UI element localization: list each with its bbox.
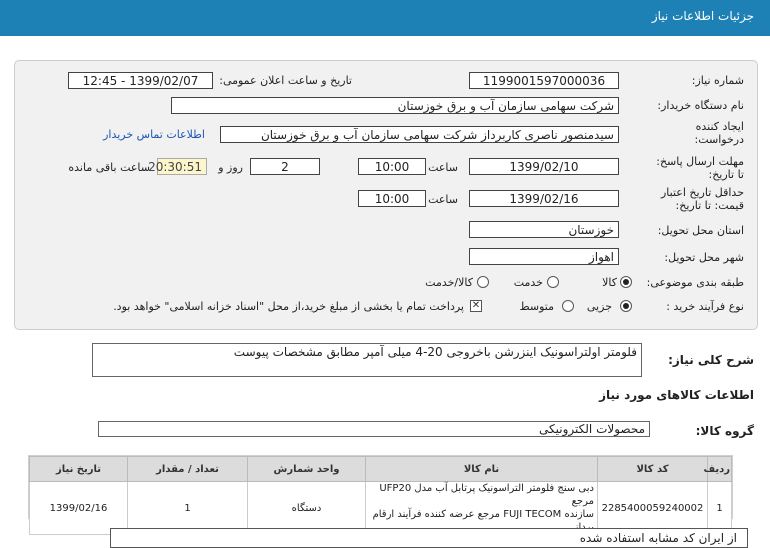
purchase-process-label: نوع فرآیند خرید : bbox=[666, 300, 744, 313]
goods-group-label: گروه کالا: bbox=[695, 424, 754, 438]
category-option-service: خدمت bbox=[513, 276, 543, 289]
page-title: جزئیات اطلاعات نیاز bbox=[651, 9, 754, 23]
goods-section-title: اطلاعات کالاهای مورد نیاز bbox=[599, 388, 754, 402]
col-header-name: نام کالا bbox=[366, 457, 598, 482]
cell-name-line1: دبی سنج فلومتر التراسونیک پرتابل آب مدل UFP20 مرجع bbox=[379, 483, 594, 507]
delivery-province-field: خوزستان bbox=[469, 221, 619, 238]
category-label: طبقه بندی موضوعی: bbox=[646, 276, 744, 289]
process-option-medium: متوسط bbox=[519, 300, 554, 313]
col-header-date: تاریخ نیاز bbox=[30, 457, 128, 482]
price-validity-date-field: 1399/02/16 bbox=[469, 190, 619, 207]
reply-deadline-days-label: روز و bbox=[218, 161, 243, 174]
cell-date: 1399/02/16 bbox=[30, 482, 128, 535]
reply-deadline-date-field: 1399/02/10 bbox=[469, 158, 619, 175]
price-validity-time-field: 10:00 bbox=[358, 190, 426, 207]
summary-label: شرح کلی نیاز: bbox=[668, 353, 754, 367]
buyer-contact-link[interactable]: اطلاعات تماس خریدار bbox=[103, 128, 205, 141]
reply-deadline-time-label: ساعت bbox=[428, 161, 458, 174]
announce-datetime-label: تاریخ و ساعت اعلان عمومی: bbox=[219, 74, 352, 87]
table-header-row bbox=[30, 457, 732, 482]
buyer-note-field: از ایران کد مشابه استفاده شده bbox=[110, 528, 748, 548]
cell-row-number: 1 bbox=[708, 482, 732, 535]
category-radio-goods-service[interactable] bbox=[477, 276, 489, 288]
requester-field: سیدمنصور ناصری کاربرداز شرکت سهامی سازمان آب و برق خوزستان bbox=[220, 126, 619, 143]
treasury-payment-checkbox[interactable]: ✕ bbox=[471, 300, 481, 311]
cell-name bbox=[366, 482, 598, 535]
reply-deadline-label-line2: تا تاریخ: bbox=[708, 168, 744, 181]
watermark bbox=[230, 390, 590, 450]
summary-field: فلومتر اولتراسونیک اینزرشن باخروجی 20-4 میلی آمپر مطابق مشخصات پیوست bbox=[92, 343, 642, 377]
need-number-field: 1199001597000036 bbox=[469, 72, 619, 89]
goods-group-field: محصولات الکترونیکی bbox=[98, 421, 650, 437]
treasury-payment-note: پرداخت تمام یا بخشی از مبلغ خرید،از محل "اسناد خزانه اسلامی" خواهد بود. bbox=[113, 300, 464, 313]
reply-deadline-label-line1: مهلت ارسال پاسخ: bbox=[656, 155, 744, 168]
reply-deadline-time-field: 10:00 bbox=[358, 158, 426, 175]
delivery-city-label: شهر محل تحویل: bbox=[664, 251, 744, 264]
process-radio-medium[interactable] bbox=[562, 300, 574, 312]
requester-label-line2: درخواست: bbox=[694, 133, 744, 146]
announce-datetime-field: 1399/02/07 - 12:45 bbox=[68, 72, 213, 89]
cell-unit: دستگاه bbox=[248, 482, 366, 535]
delivery-province-label: استان محل تحویل: bbox=[657, 224, 744, 237]
price-validity-label-line1: حداقل تاریخ اعتبار bbox=[660, 186, 744, 199]
need-number-label: شماره نیاز: bbox=[691, 74, 744, 87]
process-radio-minor[interactable] bbox=[620, 300, 632, 312]
buyer-org-field: شرکت سهامی سازمان آب و برق خوزستان bbox=[171, 97, 619, 114]
price-validity-label-line2: قیمت: تا تاریخ: bbox=[675, 199, 744, 212]
goods-table bbox=[28, 455, 733, 519]
page-header bbox=[0, 0, 770, 36]
price-validity-time-label: ساعت bbox=[428, 193, 458, 206]
col-header-qty: تعداد / مقدار bbox=[128, 457, 248, 482]
table-row bbox=[30, 482, 732, 535]
col-header-row-number: ردیف bbox=[708, 457, 732, 482]
category-radio-service[interactable] bbox=[547, 276, 559, 288]
requester-label-line1: ایجاد کننده bbox=[695, 120, 744, 133]
delivery-city-field: اهواز bbox=[469, 248, 619, 265]
cell-qty: 1 bbox=[128, 482, 248, 535]
cell-name-line2: سازنده FUJI TECOM مرجع عرضه کننده فرآیند ارقام bbox=[372, 509, 594, 520]
buyer-org-label: نام دستگاه خریدار: bbox=[657, 99, 744, 112]
cell-code: 2285400059240002 bbox=[598, 482, 708, 535]
category-option-goods-service: کالا/خدمت bbox=[425, 276, 473, 289]
reply-deadline-days-field: 2 bbox=[250, 158, 320, 175]
remaining-time-field: 20:30:51 bbox=[157, 158, 207, 175]
col-header-unit: واحد شمارش bbox=[248, 457, 366, 482]
process-option-minor: جزیی bbox=[586, 300, 612, 313]
category-radio-goods[interactable] bbox=[620, 276, 632, 288]
col-header-code: کد کالا bbox=[598, 457, 708, 482]
remaining-time-label: ساعت باقی مانده bbox=[68, 161, 150, 174]
category-option-goods: کالا bbox=[602, 276, 617, 289]
